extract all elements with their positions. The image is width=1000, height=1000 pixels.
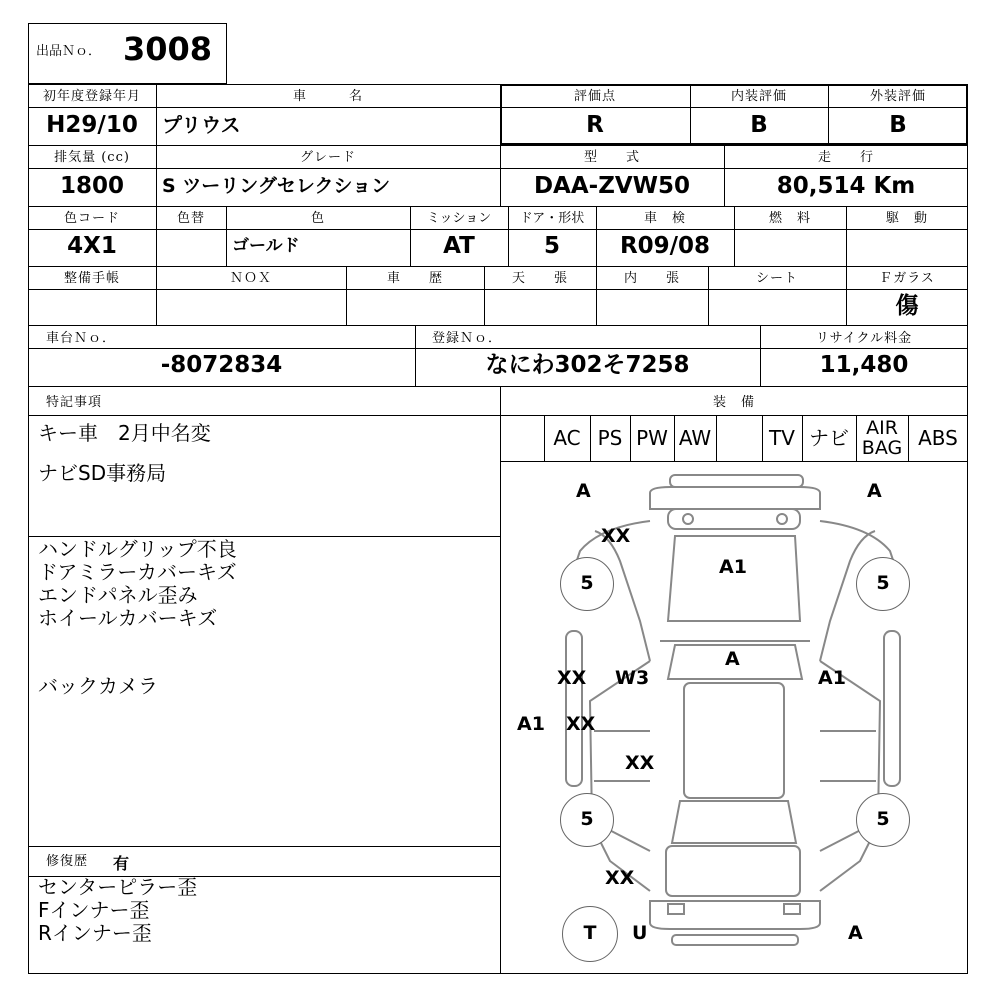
exterior-label: 外装評価	[869, 89, 926, 104]
color-value: ゴールド	[232, 236, 300, 256]
note-middle-4: ホイールカバーキズ	[38, 606, 218, 630]
tire-front-right: 5	[856, 557, 910, 611]
fglass-value: 傷	[895, 292, 919, 319]
car-name-value: プリウス	[162, 113, 241, 137]
note-camera: バックカメラ	[38, 674, 158, 698]
mark-spare-u: U	[632, 922, 648, 944]
bonnet-shape	[668, 536, 800, 621]
mileage-label: 走 行	[817, 150, 874, 165]
repair-item-3: Rインナー歪	[38, 921, 152, 945]
nox-label: ＮＯＸ	[229, 271, 272, 286]
front-grille-shape	[650, 487, 820, 509]
mark-door-left-a: A1	[517, 713, 545, 735]
repair-item-2: Fインナー歪	[38, 898, 150, 922]
plate-label: 登録Ｎｏ．	[432, 331, 503, 346]
mark-roof: A	[725, 648, 740, 670]
grade-label: グレード	[299, 150, 356, 165]
mark-bumper-front: XX	[601, 525, 631, 547]
notes-label: 特記事項	[46, 395, 103, 410]
recycle-label: リサイクル料金	[815, 331, 913, 346]
mark-door-right: A1	[818, 667, 846, 689]
equip-tv: TV	[769, 426, 795, 450]
spare-tire: T	[562, 906, 618, 962]
grade-value: S ツーリングセレクション	[162, 175, 391, 197]
mark-front-right: A	[867, 480, 882, 502]
mark-front-left: A	[576, 480, 591, 502]
equip-pw: PW	[636, 426, 668, 450]
transmission-label: ミッション	[426, 211, 492, 226]
repair-item-1: センターピラー歪	[38, 875, 198, 899]
interior-trim-label: 内 張	[623, 271, 680, 286]
first-reg-label: 初年度登録年月	[42, 89, 141, 104]
mark-door-rear: XX	[625, 752, 655, 774]
roof-label: 天 張	[511, 271, 568, 286]
repair-label: 修復歴	[46, 854, 89, 869]
equip-airbag: AIR BAG	[861, 417, 903, 459]
front-lamp-shape	[668, 509, 800, 529]
trunk-shape	[666, 846, 800, 896]
chassis-value: -8072834	[160, 352, 283, 378]
chassis-label: 車台Ｎｏ．	[46, 331, 117, 346]
recycle-value: 11,480	[819, 352, 909, 378]
lot-number: 3008	[123, 30, 213, 68]
inspection-value: R09/08	[619, 233, 711, 259]
interior-value: B	[750, 112, 768, 138]
equipment-label: 装 備	[712, 395, 755, 410]
transmission-value: AT	[443, 233, 475, 259]
note-middle-1: ハンドルグリップ不良	[38, 537, 237, 561]
maintenance-label: 整備手帳	[63, 271, 120, 286]
equip-aw: AW	[678, 426, 712, 450]
tire-front-left: 5	[560, 557, 614, 611]
history-label: 車 歴	[386, 271, 443, 286]
exterior-value: B	[889, 112, 907, 138]
equip-abs: ABS	[918, 426, 958, 450]
fglass-label: Ｆガラス	[879, 271, 935, 286]
mark-bonnet: A1	[719, 556, 747, 578]
score-label: 評価点	[573, 89, 616, 104]
equip-ps: PS	[597, 426, 623, 450]
note-upper-1: キー車 2月中名変	[38, 421, 211, 445]
interior-label: 内装評価	[730, 89, 787, 104]
mark-fender-left: XX	[557, 667, 587, 689]
repaint-label: 色替	[176, 211, 205, 226]
mark-windshield: W3	[615, 667, 650, 689]
note-middle-2: ドアミラーカバーキズ	[38, 560, 237, 584]
repair-value: 有	[113, 854, 130, 873]
model-value: DAA-ZVW50	[533, 173, 691, 199]
score-value: R	[586, 112, 604, 138]
left-side-skirt	[566, 631, 582, 786]
equip-navi: ナビ	[809, 426, 849, 450]
mark-trunk: XX	[605, 867, 635, 889]
model-label: 型 式	[583, 150, 640, 165]
roof-shape	[684, 683, 784, 798]
first-reg-value: H29/10	[46, 112, 138, 138]
equip-ac: AC	[553, 426, 581, 450]
doors-label: ドア・形状	[519, 211, 585, 226]
displacement-value: 1800	[59, 173, 124, 199]
tire-rear-right: 5	[856, 793, 910, 847]
color-code-value: 4X1	[67, 233, 117, 259]
rear-glass-shape	[672, 801, 796, 843]
lot-number-label: 出品Ｎｏ．	[36, 44, 102, 59]
note-middle-3: エンドパネル歪み	[38, 583, 198, 607]
mark-door-left-x: XX	[566, 713, 596, 735]
note-upper-2: ナビSD事務局	[38, 461, 167, 485]
mark-rear-right: A	[848, 922, 863, 944]
displacement-label: 排気量 (cc)	[54, 150, 130, 165]
seat-label: シート	[755, 271, 798, 286]
color-code-label: 色コード	[63, 211, 120, 226]
doors-value: 5	[543, 233, 560, 259]
color-label: 色	[310, 211, 325, 226]
inspection-label: 車 検	[643, 211, 686, 226]
plate-value: なにわ302そ7258	[485, 352, 690, 378]
car-name-label: 車 名	[292, 89, 363, 104]
mileage-value: 80,514 Km	[776, 173, 916, 199]
drive-label: 駆 動	[885, 211, 928, 226]
tire-rear-left: 5	[560, 793, 614, 847]
fuel-label: 燃 料	[768, 211, 811, 226]
right-side-skirt	[884, 631, 900, 786]
front-bumper-shape	[670, 475, 803, 487]
